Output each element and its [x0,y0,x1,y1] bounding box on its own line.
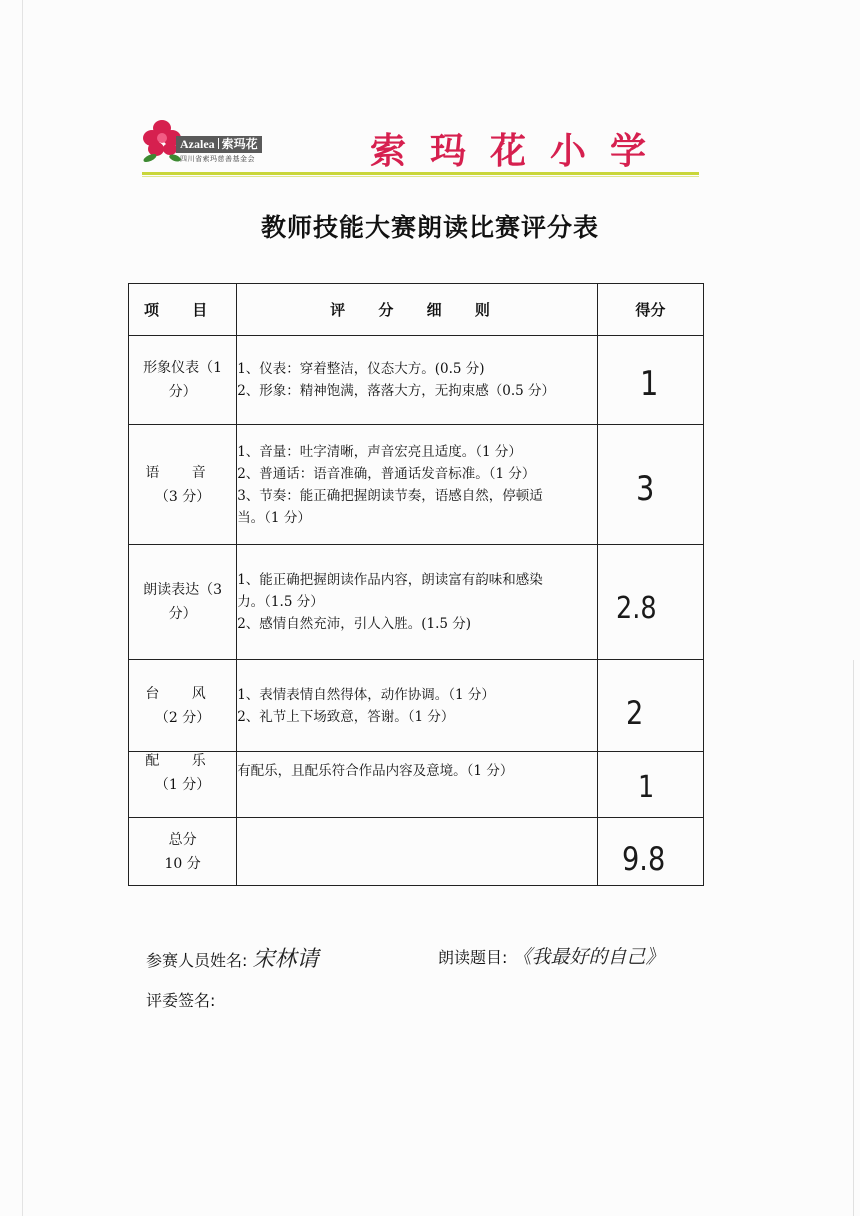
item-name: 形象仪表（1 [143,360,223,376]
handwritten-score: 2.8 [615,591,657,626]
judge-label: 评委签名: [146,991,216,1010]
handwritten-score: 3 [635,469,655,509]
participant-label: 参赛人员姓名: [146,951,248,970]
handwritten-score: 1 [639,364,659,404]
detail-line: 1、仪表：穿着整洁，仪态大方。(0.5 分) [237,361,485,377]
detail-line: 1、表情表情自然得体，动作协调。（1 分） [237,686,495,703]
detail-line: 1、音量：吐字清晰，声音宏亮且适度。（1 分） [237,443,522,460]
logo-brand-en: Azalea [180,137,215,151]
score-cell [597,545,703,660]
table-row [129,752,704,818]
item-cell [129,818,237,886]
detail-line: 3、节奏：能正确把握朗读节奏，语感自然，停顿适 [237,487,543,504]
header-rule-thin [142,176,699,177]
detail-cell-empty [237,818,598,886]
item-cell [129,425,237,545]
detail-cell [237,336,598,425]
scan-edge-line [853,660,854,1216]
participant-name: 宋林请 [252,947,319,972]
reading-title-field [438,942,665,969]
item-name: 总分 [168,831,197,848]
table-row [129,425,704,545]
item-cell [129,336,237,425]
detail-line: 当。（1 分） [237,509,311,526]
score-table [128,283,704,886]
header-score: 得分 [597,284,703,336]
handwritten-score: 2 [625,694,644,732]
table-row [129,660,704,752]
detail-line: 2、礼节上下场致意，答谢。（1 分） [237,708,455,725]
item-points: （1 分） [154,777,211,793]
item-name: 台 风 [145,685,220,702]
reading-title-value: 《我最好的自己》 [512,946,665,968]
score-cell [597,425,703,545]
azalea-logo [142,116,282,166]
scan-edge-line [22,0,23,1216]
item-points: 分） [168,384,197,400]
score-cell [597,660,703,752]
item-points: 分） [168,606,197,622]
detail-line: 有配乐，且配乐符合作品内容及意境。（1 分） [237,763,514,779]
judge-signature-field [146,988,215,1011]
detail-cell [237,752,598,818]
detail-line: 1、能正确把握朗读作品内容，朗读富有韵味和感染 [237,572,543,588]
logo-foundation: 四川省索玛慈善基金会 [180,155,255,163]
score-cell [597,818,703,886]
document-title: 教师技能大赛朗读比赛评分表 [260,213,599,242]
detail-line: 2、普通话：语音准确，普通话发音标准。（1 分） [237,465,536,482]
score-cell [597,752,703,818]
header-item: 项 目 [129,284,237,336]
item-name: 配 乐 [145,753,220,769]
header-detail: 评 分 细 则 [237,284,598,336]
item-cell [129,752,237,818]
header-rule [142,172,699,175]
item-name: 朗读表达（3 [143,582,223,598]
detail-cell [237,425,598,545]
item-points: 10 分 [164,855,201,872]
school-name: 索玛花小学 [370,130,671,172]
item-name: 语 音 [145,464,220,481]
item-cell [129,660,237,752]
handwritten-score: 1 [637,770,655,805]
table-row [129,545,704,660]
score-cell [597,336,703,425]
logo-brand-cn: 索玛花 [221,137,258,151]
table-header-row [129,284,704,336]
handwritten-total-score: 9.8 [621,840,666,878]
logo-brand [176,136,262,153]
detail-line: 2、形象：精神饱满，落落大方，无拘束感（0.5 分） [237,383,556,399]
reading-title-label: 朗读题目: [438,948,508,967]
table-row-total [129,818,704,886]
item-cell [129,545,237,660]
participant-field [146,942,319,973]
detail-line: 力。（1.5 分） [237,594,324,610]
detail-line: 2、感情自然充沛，引人入胜。(1.5 分) [237,616,472,632]
item-points: （3 分） [154,488,211,505]
item-points: （2 分） [154,709,211,726]
detail-cell [237,660,598,752]
detail-cell [237,545,598,660]
table-row [129,336,704,425]
